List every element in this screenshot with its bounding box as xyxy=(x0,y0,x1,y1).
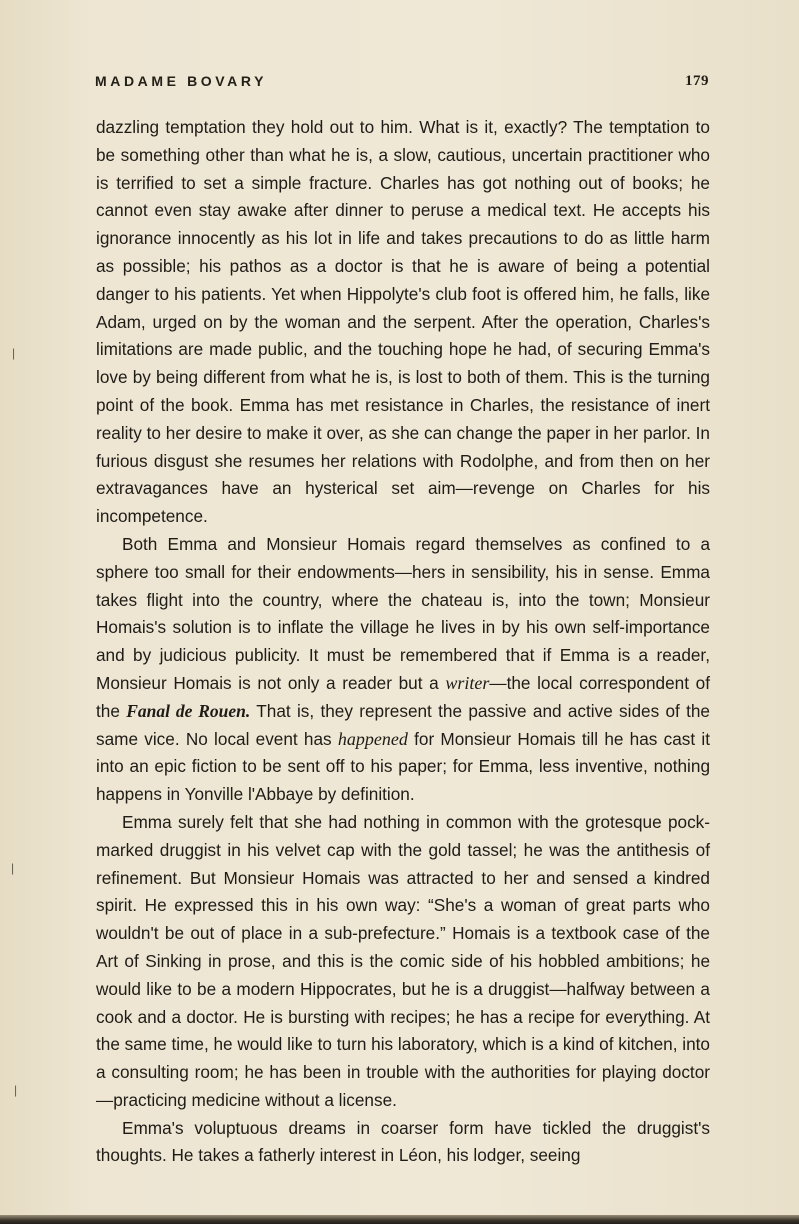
italic-text: writer xyxy=(445,672,490,693)
paragraph-text: Emma's voluptuous dreams in coarser form have tickled the druggist's thoughts. He takes a fatherly interest in Léon, his lodger, seeing xyxy=(96,1117,710,1166)
paragraph-text: Emma surely felt that she had nothing in common with the grotesque pock-marked druggist in his velvet cap with the gold tassel; he was the antithesis of refinement. But Monsieur Homais was attracted to her and sensed a kindred spirit. He expressed this in his own way: “She's a woman of great parts who wouldn't be out of place in a sub-prefecture.” Homais is a textbook case of the Art of Sinking in prose, and this is the comic side of his hobbled ambitions; he would like to be a modern Hippocrates, but he is a druggist—halfway between a cook and a doctor. He is bursting with recipes; he has a recipe for everything. At the same time, he would like to turn his laboratory, which is a kind of kitchen, into a consulting room; he has been in trouble with the authorities for playing doctor—practicing medicine without a license. xyxy=(96,811,710,1110)
paragraph xyxy=(96,531,710,809)
margin-speck: ❘ xyxy=(11,1084,21,1097)
paragraph-text: —the local correspondent of the xyxy=(96,672,710,721)
margin-speck: ❘ xyxy=(8,862,18,875)
paragraph xyxy=(96,1115,710,1171)
running-head xyxy=(95,73,709,93)
paragraph xyxy=(96,809,710,1115)
page-bottom-edge xyxy=(0,1215,799,1224)
book-title: MADAME BOVARY xyxy=(95,73,268,89)
paragraph-text: for Monsieur Homais till he has cast it into an epic fiction to be sent off to his paper; for Emma, less inventive, nothing happens in Yonville l'Abbaye by definition. xyxy=(96,728,710,805)
page-number: 179 xyxy=(685,73,709,89)
body-text xyxy=(96,114,710,1170)
paragraph-text: That is, they represent the passive and active sides of the same vice. No local event has xyxy=(96,700,710,749)
paragraph-text: Both Emma and Monsieur Homais regard themselves as confined to a sphere too small for their endowments—hers in sensibility, his in sense. Emma takes flight into the country, where the chateau is, into the town; Monsieur Homais's solution is to inflate the village he lives in by his own self-importance and by judicious publicity. It must be remembered that if Emma is a reader, Monsieur Homais is not only a reader but a xyxy=(96,533,710,693)
italic-text: happened xyxy=(337,728,408,749)
margin-speck: ❘ xyxy=(9,347,19,360)
italic-title: Fanal de Rouen. xyxy=(126,700,251,721)
paragraph xyxy=(96,114,710,531)
paragraph-text: dazzling temptation they hold out to him. What is it, exactly? The temptation to be something other than what he is, a slow, cautious, uncertain practitioner who is terrified to set a simple fracture. Charles has got nothing out of books; he cannot even stay awake after dinner to peruse a medical text. He accepts his ignorance innocently as his lot in life and takes precautions to do as little harm as possible; his pathos as a doctor is that he is aware of being a potential danger to his patients. Yet when Hippolyte's club foot is offered him, he falls, like Adam, urged on by the woman and the serpent. After the operation, Charles's limitations are made public, and the touching hope he had, of securing Emma's love by being different from what he is, is lost to both of them. This is the turning point of the book. Emma has met resistance in Charles, the resistance of inert reality to her desire to make it over, as she can change the paper in her parlor. In furious disgust she resumes her relations with Rodolphe, and from then on her extravagances have an hysterical set aim—revenge on Charles for his incompetence. xyxy=(96,117,710,527)
